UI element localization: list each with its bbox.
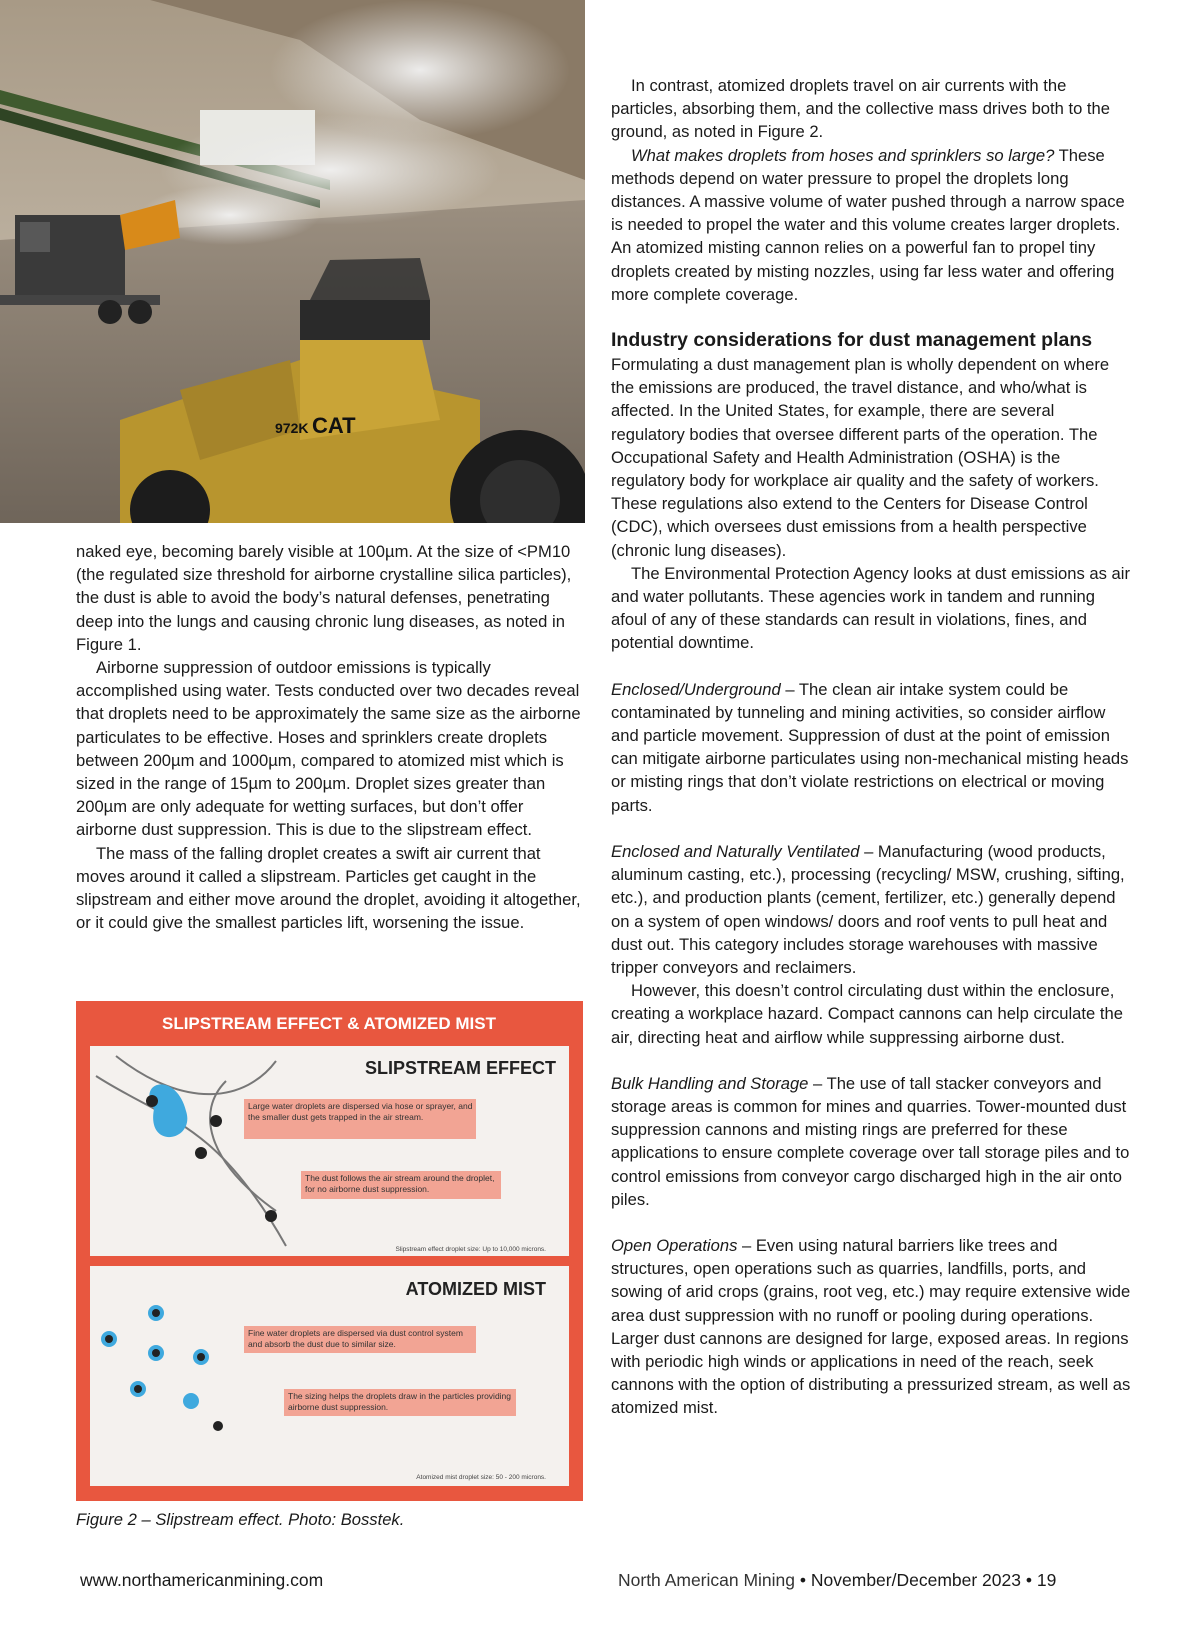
question-answer: These methods depend on water pressure to propel the droplets long distances. A massive volume of water pushed through a narrow space is needed to propel the water and this volume creates larger droplets. An atomized misting cannon relies on a powerful fan to propel tiny droplets created by misting nozzles, using far less water and offering more complete coverage. — [611, 145, 1125, 304]
slipstream-note-1: Large water droplets are dispersed via hose or sprayer, and the smaller dust gets trapped in the air stream. — [248, 1101, 473, 1122]
enclosed-underground-text: – The clean air intake system could be contaminated by tunneling and mining activities, so consider airflow and particle movement. Suppression of dust at the point of emission can mitigate airborne particulates using non-mechanical misting heads or misting rings that don’t violate restrictions on electrical or moving parts. — [611, 679, 1129, 815]
right-paragraph-4: The Environmental Protection Agency looks at dust emissions as air and water pollutants. These agencies work in tandem and running afoul of any of these standards can result in violations, fines, and potential downtime. — [611, 563, 1130, 653]
slipstream-note-2: The dust follows the air stream around the droplet, for no airborne dust suppression. — [305, 1173, 495, 1194]
enclosed-underground-label: Enclosed/Underground — [611, 679, 781, 699]
footer-publication-info — [618, 1570, 1056, 1591]
infographic-title: SLIPSTREAM EFFECT & ATOMIZED MIST — [161, 1014, 497, 1033]
footer-url: www.northamericanmining.com — [80, 1570, 324, 1590]
small-droplet-icon — [183, 1393, 199, 1409]
open-operations-label: Open Operations — [611, 1235, 738, 1255]
issue-and-page: • November/December 2023 • 19 — [795, 1570, 1057, 1590]
dust-particle-icon — [195, 1147, 207, 1159]
right-paragraph-1: In contrast, atomized droplets travel on air currents with the particles, absorbing them, and the collective mass drives both to the ground, as noted in Figure 2. — [611, 76, 1110, 142]
left-paragraph-3: The mass of the falling droplet creates a swift air current that moves around it called a slipstream. Particles get caught in the slipstream and either move around the droplet, avoiding it altogether, or it could give the smallest particles lift, worsening the issue. — [76, 843, 581, 933]
atomized-panel — [90, 1266, 569, 1486]
atomized-note-2: The sizing helps the droplets draw in the particles providing airborne dust suppression. — [288, 1391, 512, 1412]
wheel-loader-photo — [0, 0, 585, 523]
bulk-handling-text: – The use of tall stacker conveyors and storage areas is common for mines and quarries. Tower-mounted dust suppression cannons and misting rings are preferred for these applications to ensure complete coverage over tall storage piles and to control emissions from conveyor cargo discharged high in the air onto piles. — [611, 1073, 1130, 1209]
atomized-note-1: Fine water droplets are dispersed via dust control system and absorb the dust due to similar size. — [248, 1328, 463, 1349]
dust-particle-icon — [213, 1421, 223, 1431]
bulk-handling-label: Bulk Handling and Storage — [611, 1073, 809, 1093]
slipstream-panel-title: SLIPSTREAM EFFECT — [364, 1058, 556, 1078]
right-paragraph-2 — [611, 144, 1131, 306]
dust-particle-icon — [210, 1115, 222, 1127]
cab-model-label: 972K — [275, 420, 309, 436]
enclosed-ventilated-label: Enclosed and Naturally Ventilated — [611, 841, 860, 861]
slipstream-infographic — [76, 1001, 583, 1501]
atomized-panel-title: ATOMIZED MIST — [405, 1279, 546, 1299]
dust-particle-icon — [265, 1210, 277, 1222]
left-column — [76, 540, 586, 934]
slipstream-size-note: Slipstream effect droplet size: Up to 10,000 microns. — [395, 1246, 546, 1253]
right-paragraph-3: Formulating a dust management plan is wholly dependent on where the emissions are produced, the travel distance, and who/what is affected. In the United States, for example, there are several regulatory bodies that oversee different parts of the operation. The Occupational Safety and Health Administration (OSHA) is the regulatory body for workplace air quality and the safety of workers. These regulations also extend to the Centers for Disease Control (CDC), which oversees dust emissions from a health perspective (chronic lung diseases). — [611, 355, 1110, 560]
left-paragraph-1: naked eye, becoming barely visible at 100µm. At the size of <PM10 (the regulated size threshold for airborne crystalline silica particles), the dust is able to avoid the body’s natural defenses, penetrating deep into the lungs and causing chronic lung diseases, as noted in Figure 1. — [76, 542, 572, 654]
left-paragraph-2: Airborne suppression of outdoor emissions is typically accomplished using water. Tests conducted over two decades reveal that droplets need to be approximately the same size as the airborne particulates to be effective. Hoses and sprinklers create droplets between 200µm and 1000µm, compared to atomized mist which is sized in the range of 15µm to 200µm. Droplet sizes greater than 200µm are only adequate for wetting surfaces, but don’t offer airborne dust suppression. This is due to the slipstream effect. — [76, 658, 581, 840]
section-bulk-handling — [611, 1072, 1131, 1211]
enclosed-ventilated-text: – Manufacturing (wood products, aluminum casting, etc.), processing (recycling/ MSW, crushing, sifting, etc.), and production plants (cement, fertilizer, etc.) generally depend on a system of open windows/ doors and roof vents to pull heat and dust out. This category includes storage warehouses with massive tripper conveyors and reclaimers. — [611, 841, 1125, 977]
infographic-svg — [76, 1001, 583, 1501]
section-heading: Industry considerations for dust management plans — [611, 329, 1093, 352]
cat-logo-text: CAT — [312, 413, 356, 438]
atomized-size-note: Atomized mist droplet size: 50 - 200 microns. — [416, 1474, 546, 1481]
figure-caption: Figure 2 – Slipstream effect. Photo: Bosstek. — [76, 1510, 405, 1529]
right-column — [611, 74, 1131, 1420]
question-italic: What makes droplets from hoses and sprinklers so large? — [631, 145, 1055, 165]
enclosed-ventilated-followup: However, this doesn’t control circulating dust within the enclosure, creating a workplace hazard. Compact cannons can help circulate the air, directing heat and airflow while suppressing airborne dust. — [611, 981, 1123, 1047]
section-enclosed-ventilated — [611, 840, 1131, 979]
open-operations-text: – Even using natural barriers like trees and structures, open operations such as quarries, landfills, ports, and sowing of arid crops (grains, root veg, etc.) may require extensive wide area dust suppression with no runoff or pooling during operations. Larger dust cannons are designed for large, exposed areas. In regions with periodic high winds or applications in need of the reach, seek cannons with the option of distributing a pressurized stream, as well as atomized mist. — [611, 1235, 1131, 1418]
dust-particle-icon — [146, 1095, 158, 1107]
section-enclosed-underground — [611, 678, 1131, 817]
section-open-operations — [611, 1234, 1131, 1420]
quarry-photo — [0, 0, 585, 523]
publication-name: North American Mining — [618, 1570, 796, 1590]
